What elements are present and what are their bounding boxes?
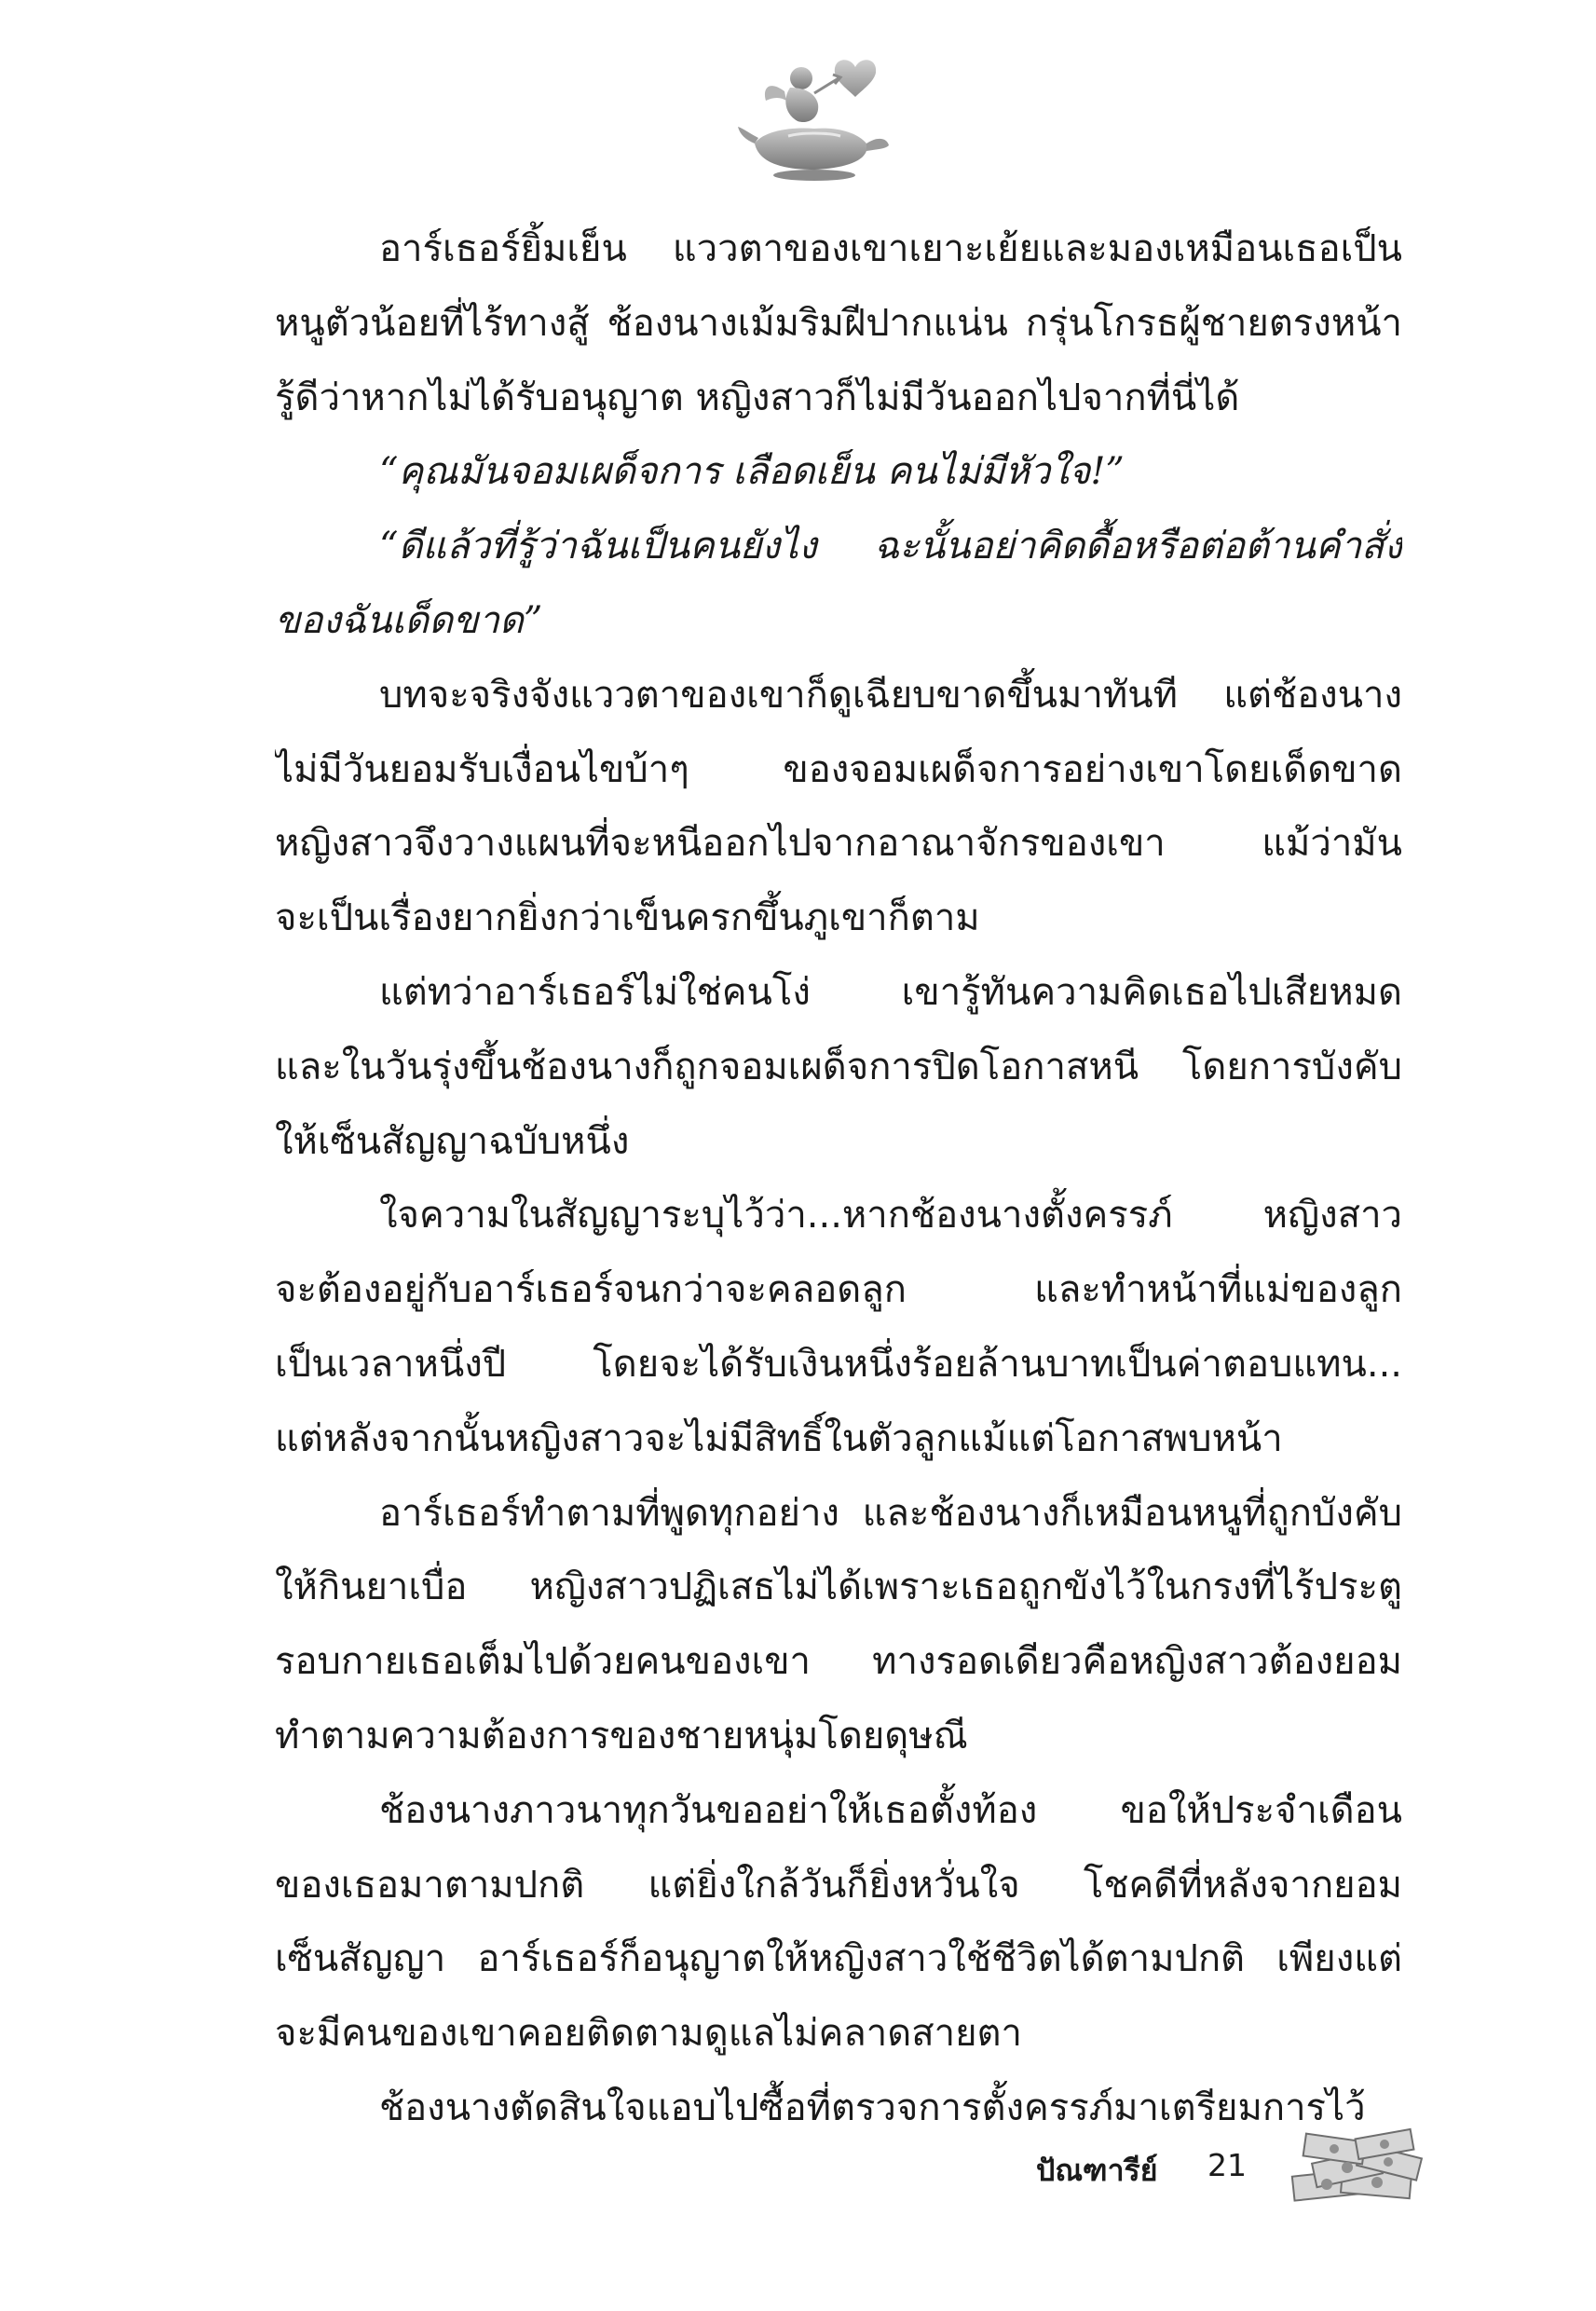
dialogue-line: “ดีแล้วที่รู้ว่าฉันเป็นคนยังไง ฉะนั้นอย่าคิดดื้อหรือต่อต้านคำสั่ง	[379, 525, 1402, 568]
body-line: ให้เซ็นสัญญาฉบับหนึ่ง	[275, 1119, 630, 1163]
page-footer	[0, 2117, 1596, 2220]
body-line: ของเธอมาตามปกติ แต่ยิ่งใกล้วันก็ยิ่งหวั่นใจ โชคดีที่หลังจากยอม	[275, 1863, 1402, 1907]
body-line: และในวันรุ่งขึ้นช้องนางก็ถูกจอมเผด็จการปิดโอกาสหนี โดยการบังคับ	[275, 1045, 1402, 1088]
cupid-teapot-ornament-icon	[736, 47, 894, 186]
page-number: 21	[1207, 2147, 1247, 2183]
body-line: ใจความในสัญญาระบุไว้ว่า...หากช้องนางตั้งครรภ์ หญิงสาว	[379, 1194, 1402, 1238]
body-line: จะต้องอยู่กับอาร์เธอร์จนกว่าจะคลอดลูก และทำหน้าที่แม่ของลูก	[275, 1268, 1402, 1312]
body-text	[275, 212, 1402, 2146]
body-line: บทจะจริงจังแววตาของเขาก็ดูเฉียบขาดขึ้นมาทันที แต่ช้องนาง	[379, 673, 1402, 717]
body-line: อาร์เธอร์ทำตามที่พูดทุกอย่าง และช้องนางก็เหมือนหนูที่ถูกบังคับ	[379, 1491, 1402, 1535]
body-line: ทำตามความต้องการของชายหนุ่มโดยดุษณี	[275, 1714, 968, 1757]
body-line: รู้ดีว่าหากไม่ได้รับอนุญาต หญิงสาวก็ไม่มีวันออกไปจากที่นี่ได้	[275, 376, 1240, 419]
body-line: เป็นเวลาหนึ่งปี โดยจะได้รับเงินหนึ่งร้อยล้านบาทเป็นค่าตอบแทน...	[275, 1342, 1402, 1386]
body-line: ช้องนางตัดสินใจแอบไปซื้อที่ตรวจการตั้งครรภ์มาเตรียมการไว้	[379, 2085, 1366, 2129]
body-line: ไม่มีวันยอมรับเงื่อนไขบ้าๆ ของจอมเผด็จการอย่างเขาโดยเด็ดขาด	[275, 747, 1402, 791]
body-line: ช้องนางภาวนาทุกวันขออย่าให้เธอตั้งท้อง ขอให้ประจำเดือน	[379, 1788, 1402, 1832]
body-line: แต่หลังจากนั้นหญิงสาวจะไม่มีสิทธิ์ในตัวลูกแม้แต่โอกาสพบหน้า	[275, 1416, 1283, 1460]
body-line: รอบกายเธอเต็มไปด้วยคนของเขา ทางรอดเดียวคือหญิงสาวต้องยอม	[275, 1640, 1402, 1684]
banknote-pile-ornament-icon	[1276, 2125, 1435, 2208]
dialogue-line: ของฉันเด็ดขาด”	[275, 598, 543, 642]
body-line: หญิงสาวจึงวางแผนที่จะหนีออกไปจากอาณาจักรของเขา แม้ว่ามัน	[275, 822, 1402, 866]
body-line: ให้กินยาเบื่อ หญิงสาวปฏิเสธไม่ได้เพราะเธอถูกขังไว้ในกรงที่ไร้ประตู	[275, 1566, 1402, 1609]
body-line: อาร์เธอร์ยิ้มเย็น แววตาของเขาเยาะเย้ยและมองเหมือนเธอเป็น	[379, 227, 1402, 270]
body-line: แต่ทว่าอาร์เธอร์ไม่ใช่คนโง่ เขารู้ทันความคิดเธอไปเสียหมด	[379, 970, 1402, 1014]
body-line: หนูตัวน้อยที่ไร้ทางสู้ ช้องนางเม้มริมฝีปากแน่น กรุ่นโกรธผู้ชายตรงหน้า	[275, 301, 1402, 345]
body-line: จะมีคนของเขาคอยติดตามดูแลไม่คลาดสายตา	[275, 2012, 1022, 2056]
author-name: ปัณฑารีย์	[1036, 2153, 1158, 2188]
body-line: เซ็นสัญญา อาร์เธอร์ก็อนุญาตให้หญิงสาวใช้ชีวิตได้ตามปกติ เพียงแต่	[275, 1937, 1402, 1981]
dialogue-line: “คุณมันจอมเผด็จการ เลือดเย็น คนไม่มีหัวใจ!”	[379, 450, 1125, 494]
body-line: จะเป็นเรื่องยากยิ่งกว่าเข็นครกขึ้นภูเขาก็ตาม	[275, 896, 980, 940]
